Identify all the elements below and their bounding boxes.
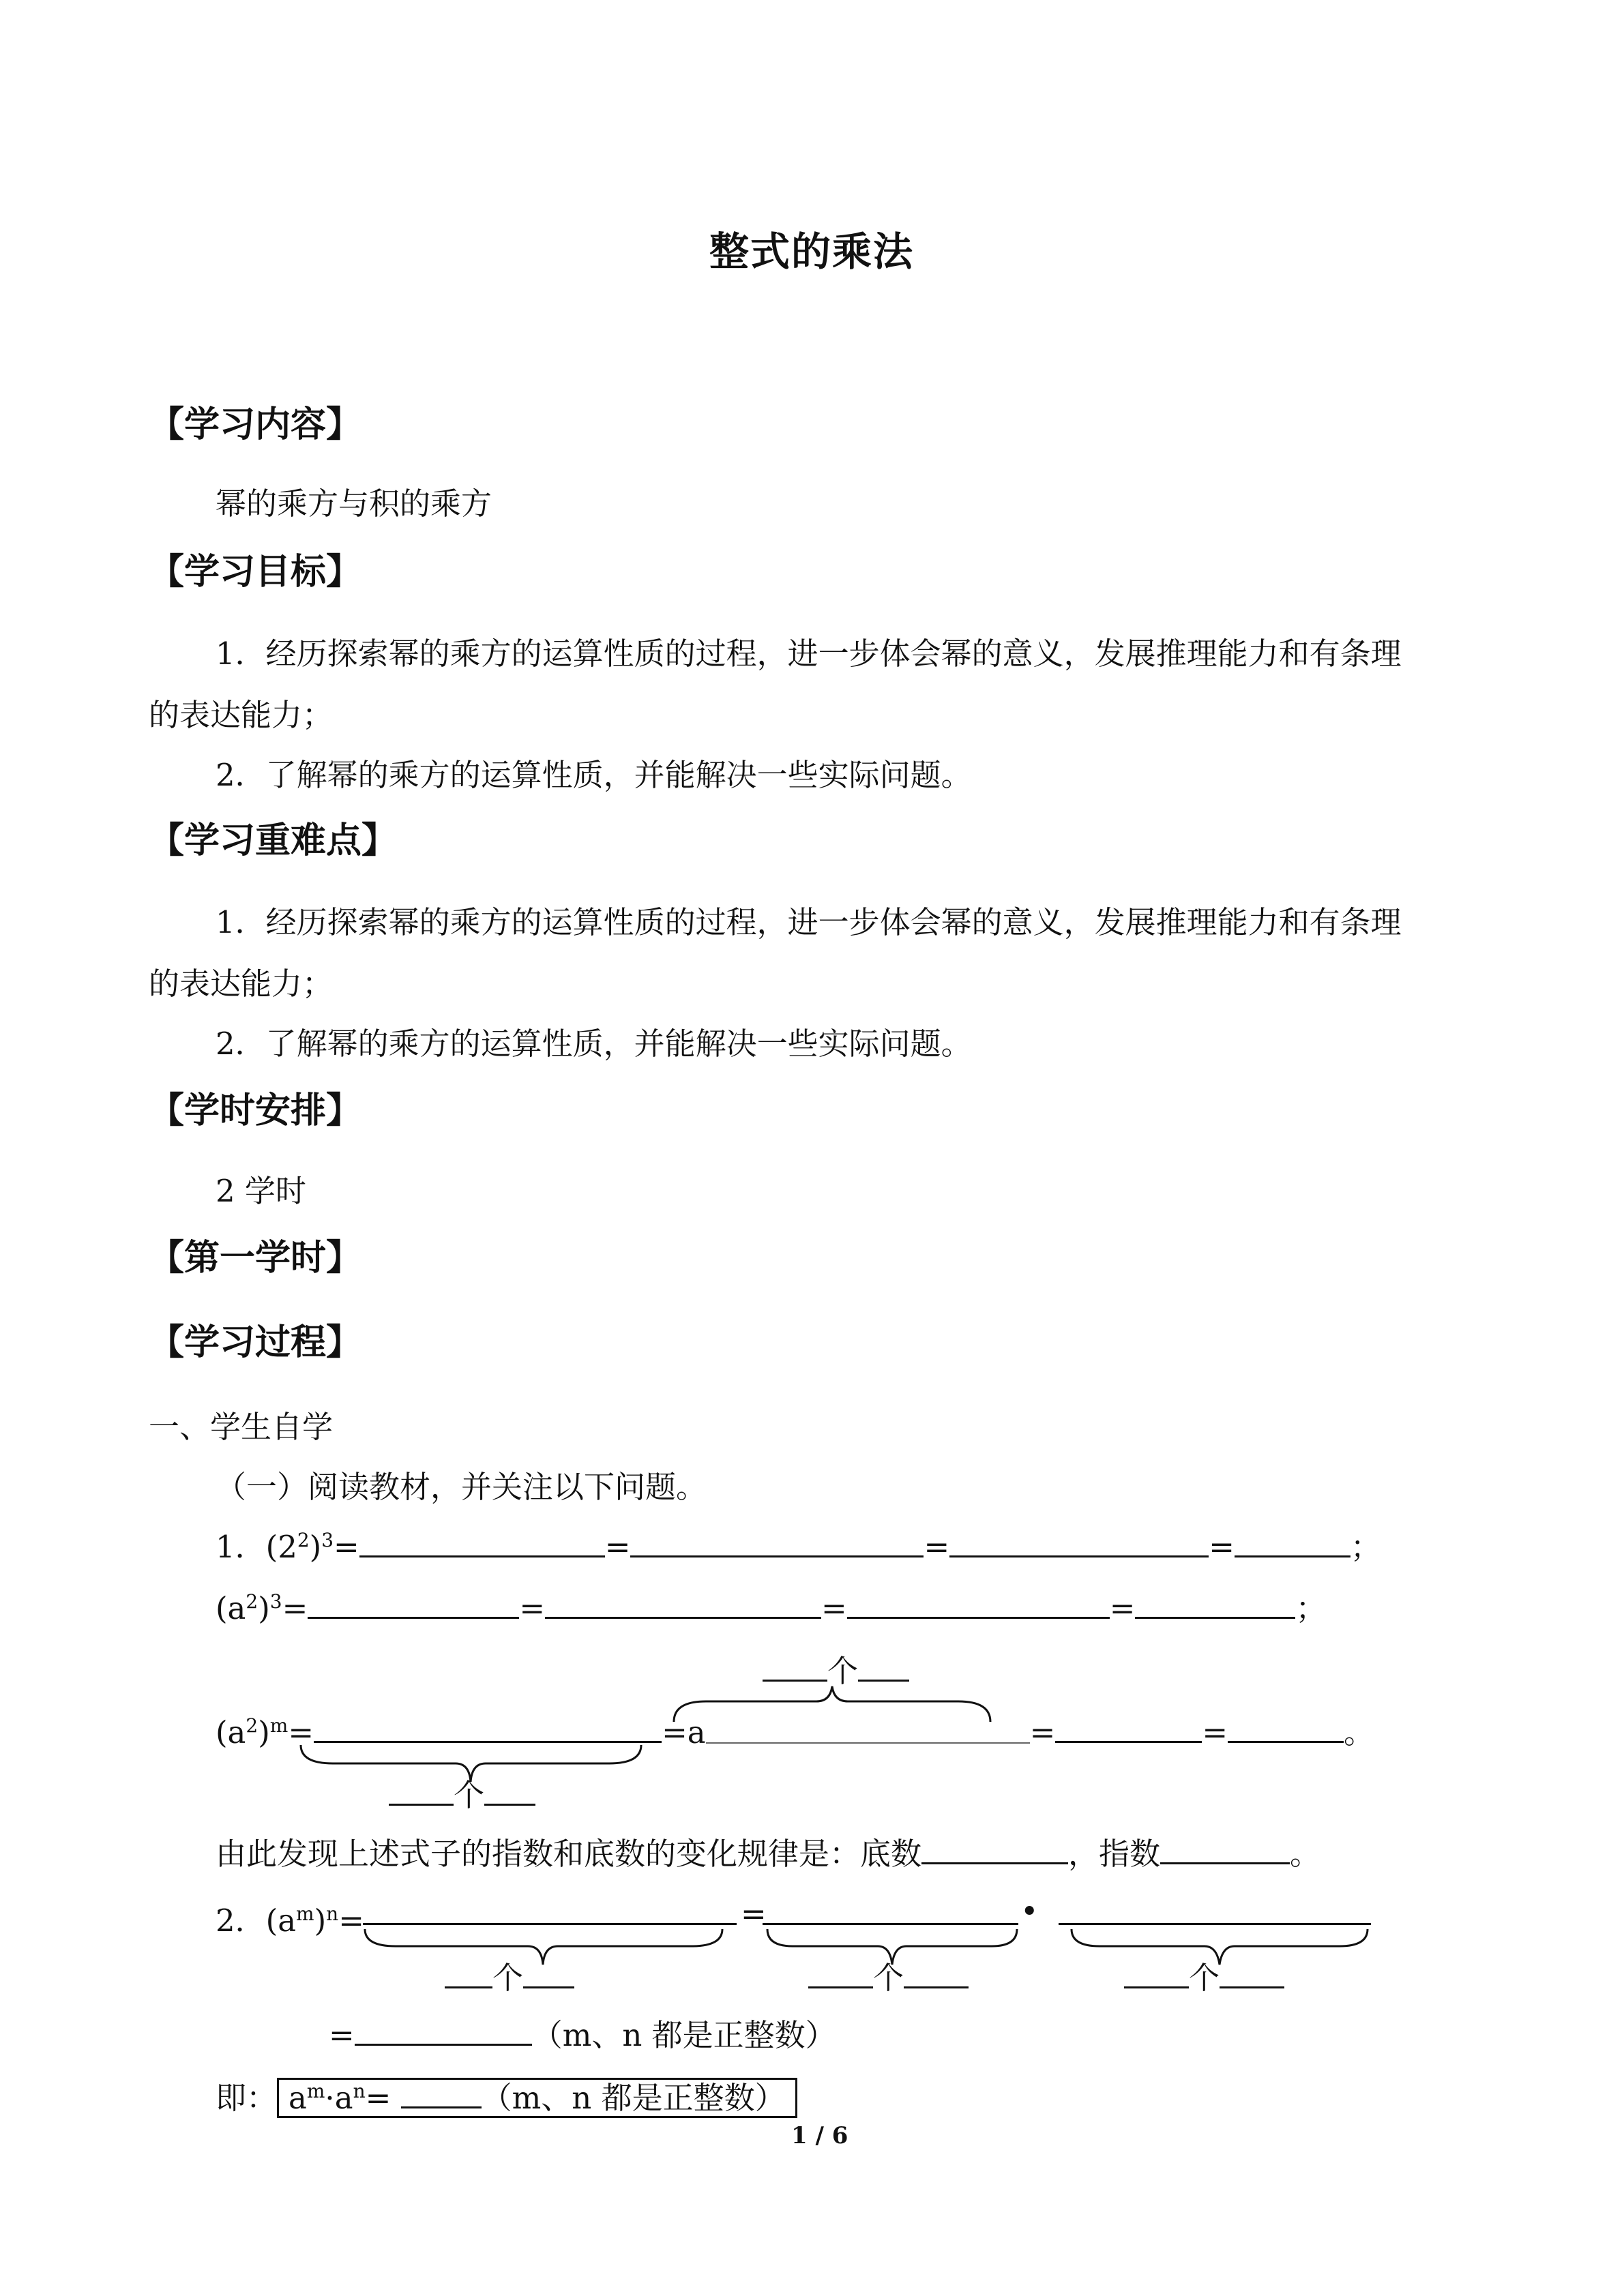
blank[interactable] — [355, 2016, 532, 2046]
part-heading: 一、学生自学 — [149, 1409, 334, 1445]
blank[interactable] — [949, 1528, 1209, 1557]
blank[interactable] — [1135, 1590, 1295, 1619]
section-heading-goals: 【学习目标】 — [149, 551, 362, 593]
count-label-upper: 个 — [763, 1646, 909, 1690]
goal-item-2: 2．了解幂的乘方的运算性质，并能解决一些实际问题。 — [216, 757, 972, 793]
q1-exponent-inner: 2 — [297, 1529, 310, 1551]
section-heading-first-lesson: 【第一学时】 — [149, 1237, 362, 1279]
rule-line: 由此发现上述式子的指数和底数的变化规律是：底数 ，指数 。 — [216, 1836, 1321, 1872]
blank[interactable] — [1228, 1714, 1344, 1743]
blank[interactable] — [389, 1776, 454, 1806]
content-text: 幂的乘方与积的乘方 — [216, 486, 492, 522]
blank[interactable] — [847, 1590, 1110, 1619]
key-item-1-cont: 的表达能力； — [149, 966, 334, 1002]
q2-line: 2．$(a^m)^n=$ — [216, 1903, 364, 1939]
q1-line-1: 1．$(2^2)^3=$ = = = ； — [216, 1529, 1381, 1565]
section-heading-keypoints: 【学习重难点】 — [149, 820, 398, 861]
page-number: 1 / 6 — [791, 2122, 848, 2149]
q2-result-line: = （m、n 都是正整数） — [329, 2017, 836, 2053]
q1-base: (2 — [265, 1529, 297, 1565]
q2-blank-2[interactable] — [763, 1923, 1018, 1925]
exponent-line — [706, 1727, 1030, 1744]
q2-blank-1[interactable] — [363, 1923, 724, 1925]
q1-line-2: $(a^2)^3=$ = = = ； — [216, 1590, 1327, 1626]
q2-blank-3[interactable] — [1059, 1923, 1371, 1925]
q1-exponent-outer: 3 — [321, 1529, 334, 1551]
key-item-2: 2．了解幂的乘方的运算性质，并能解决一些实际问题。 — [216, 1026, 972, 1062]
blank[interactable] — [858, 1652, 909, 1682]
part-subheading: （一）阅读教材，并关注以下问题。 — [216, 1469, 707, 1505]
formula-line: 即： $a^m\cdot a^n= (m$、n 都是正整数） — [216, 2073, 797, 2117]
time-text: 2 学时 — [216, 1173, 306, 1209]
multiply-dot: • — [1020, 1893, 1039, 1929]
blank-exponent[interactable] — [1160, 1835, 1290, 1864]
blank[interactable] — [1055, 1714, 1202, 1743]
blank-base[interactable] — [921, 1835, 1068, 1864]
blank[interactable] — [763, 1652, 827, 1682]
blank[interactable] — [545, 1590, 821, 1619]
blank[interactable] — [1235, 1528, 1350, 1557]
blank[interactable] — [484, 1776, 535, 1806]
blank[interactable] — [314, 1714, 662, 1743]
q2-count-label-3: 个 — [1124, 1953, 1284, 1997]
formula-box: $a^m\cdot a^n= (m$、n 都是正整数） — [277, 2078, 797, 2118]
blank[interactable] — [308, 1590, 519, 1619]
goal-item-1: 1．经历探索幂的乘方的运算性质的过程，进一步体会幂的意义，发展推理能力和有条理 — [216, 636, 1402, 672]
count-label-lower: 个 — [389, 1770, 535, 1815]
section-heading-content: 【学习内容】 — [149, 404, 362, 445]
section-heading-process: 【学习过程】 — [149, 1322, 362, 1363]
q2-count-label-1: 个 — [445, 1953, 574, 1997]
formula-blank[interactable] — [401, 2079, 482, 2108]
key-item-1: 1．经历探索幂的乘方的运算性质的过程，进一步体会幂的意义，发展推理能力和有条理 — [216, 904, 1402, 940]
q1-number: 1． — [216, 1529, 266, 1565]
blank[interactable] — [359, 1528, 605, 1557]
page-title: 整式的乘法 — [709, 228, 915, 275]
q2-blank-1-tail[interactable] — [724, 1923, 737, 1925]
q1-line-3: $(a^2)^m= =a$ = = 。 — [216, 1714, 1375, 1750]
section-heading-time: 【学时安排】 — [149, 1090, 362, 1131]
q2-count-label-2: 个 — [808, 1953, 969, 1997]
goal-item-1-cont: 的表达能力； — [149, 697, 334, 733]
blank[interactable] — [630, 1528, 924, 1557]
